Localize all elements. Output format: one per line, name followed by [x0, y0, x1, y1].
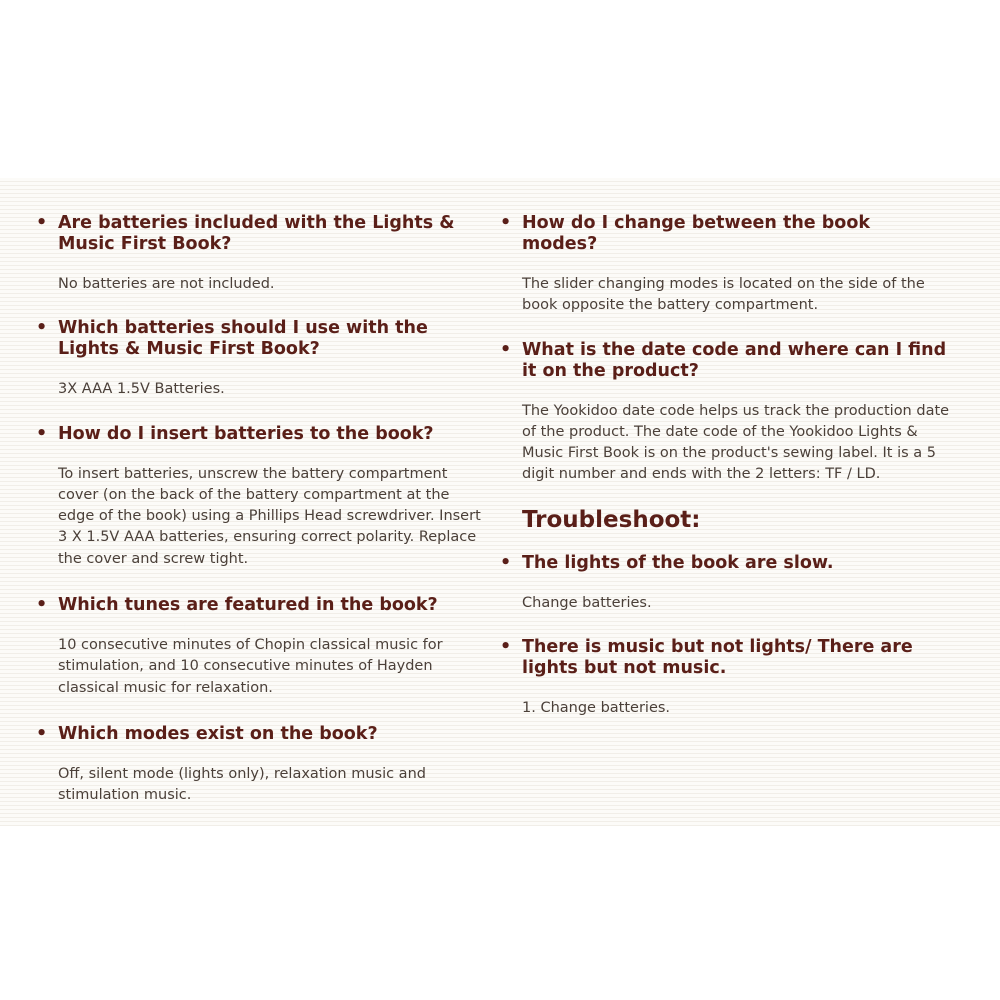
bullet-icon: • — [36, 595, 48, 616]
faq-question-text: There is music but not lights/ There are lights but not music. — [522, 637, 913, 679]
faq-answer: To insert batteries, unscrew the battery compartment cover (on the back of the battery compartment at the edge of the book) using a Phillips Head screwdriver. Insert 3 X 1.5V AAA batteries, ensuring correct polarity. Replace the cover and screw tight. — [58, 465, 481, 567]
faq-answer: Off, silent mode (lights only), relaxation music and stimulation music. — [58, 765, 426, 804]
faq-item-tunes — [36, 595, 481, 699]
bullet-icon: • — [36, 723, 48, 744]
troubleshoot-item-slow-lights — [500, 553, 950, 614]
faq-answer: 10 consecutive minutes of Chopin classical music for stimulation, and 10 consecutive minutes of Hayden classical music for relaxation. — [58, 637, 443, 696]
faq-question — [36, 318, 481, 360]
faq-question — [36, 724, 481, 745]
faq-question-text: The lights of the book are slow. — [522, 552, 834, 573]
faq-item-date-code — [500, 340, 950, 486]
faq-question-text: Are batteries included with the Lights & Music First Book? — [58, 213, 455, 254]
faq-item-which-batteries — [36, 318, 481, 400]
troubleshoot-item-music-lights — [500, 637, 950, 719]
bullet-icon: • — [36, 213, 48, 233]
faq-item-change-modes — [500, 213, 950, 317]
faq-question-text: How do I insert batteries to the book? — [58, 423, 434, 444]
faq-question — [500, 553, 950, 574]
faq-answer: The slider changing modes is located on the side of the book opposite the battery compartment. — [522, 276, 925, 314]
faq-answer: 3X AAA 1.5V Batteries. — [58, 381, 225, 398]
faq-question — [36, 595, 481, 616]
faq-question — [500, 637, 950, 679]
bullet-icon: • — [500, 552, 512, 573]
faq-item-batteries-included — [36, 213, 481, 295]
bullet-icon: • — [36, 318, 48, 339]
faq-left-column — [36, 213, 481, 807]
faq-question-text: Which modes exist on the book? — [58, 723, 378, 744]
bullet-icon: • — [36, 423, 48, 444]
faq-question-text: Which tunes are featured in the book? — [58, 595, 438, 616]
faq-question — [36, 424, 481, 445]
bullet-icon: • — [500, 339, 512, 360]
troubleshoot-heading: Troubleshoot: — [522, 506, 701, 533]
faq-answer: The Yookidoo date code helps us track the production date of the product. The date code of the Yookidoo Lights & Music First Book is on the product's sewing label. It is a 5 digit number and ends with the 2 letters: TF / LD. — [522, 402, 950, 483]
faq-answer: 1. Change batteries. — [522, 700, 671, 717]
faq-item-modes — [36, 724, 481, 807]
bullet-icon: • — [500, 637, 512, 658]
faq-question-text: What is the date code and where can I find it on the product? — [522, 339, 947, 381]
faq-question — [36, 213, 481, 255]
bullet-icon: • — [500, 213, 512, 233]
faq-item-insert-batteries — [36, 424, 481, 570]
faq-right-column — [500, 213, 950, 719]
faq-answer: Change batteries. — [522, 594, 652, 611]
faq-question-text: Which batteries should I use with the Lights & Music First Book? — [58, 318, 428, 360]
faq-question — [500, 340, 950, 382]
faq-question — [500, 213, 950, 255]
faq-answer: No batteries are not included. — [58, 276, 275, 292]
faq-question-text: How do I change between the book modes? — [522, 213, 870, 254]
